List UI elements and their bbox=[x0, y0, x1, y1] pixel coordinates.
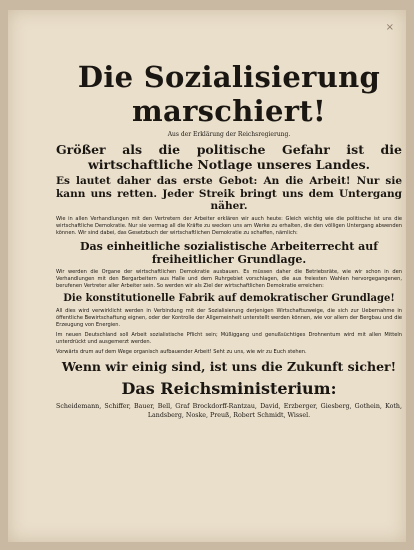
signatories-list: Scheidemann, Schiffer, Bauer, Bell, Graf Brockdorff-Rantzau, David, Erzberger, Giesberg, Gothein, Koth, Landsberg, Noske, Preuß, Robert Schmidt, Wissel. bbox=[56, 402, 402, 419]
ministry-heading: Das Reichsministerium: bbox=[121, 378, 337, 398]
heading-united-future: Wenn wir einig sind, ist uns die Zukunft sicher! bbox=[61, 358, 397, 374]
paragraph-organs: Wir werden die Organe der wirtschaftlichen Demokratie ausbauen. Es müssen daher die Betriebsräte, wie wir schon in den Verhandlungen mit den Bergarbeitern aus Halle und dem Ruhrgebiet vorschlagen, die aus freiesten Wahlen hervorgegangenen, berufenen Vertreter aller Arbeiter sein. So werden wir als Ziel der wirtschaftlichen Demokratie erreichen: bbox=[56, 268, 402, 289]
heading-labor-law: Das einheitliche sozialistische Arbeiterrecht auf freiheitlicher Grundlage. bbox=[80, 239, 378, 266]
poster-content bbox=[56, 60, 402, 420]
paragraph-work-duty: Im neuen Deutschland soll Arbeit sozialistische Pflicht sein; Müßiggang und genußsüchtiges Drohnentum wird mit allen Mitteln unterdrückt und ausgemerzt werden. bbox=[56, 331, 402, 345]
poster-title-line1: Die Sozialisierung bbox=[77, 60, 381, 94]
heading-economic-crisis: Größer als die politische Gefahr ist die wirtschaftliche Notlage unseres Landes. bbox=[56, 142, 402, 172]
paragraph-socialization: All dies wird verwirklicht werden in Verbindung mit der Sozialisierung derjenigen Wirtschaftszweige, die sich zur Uebernahme in öffentliche Bewirtschaftung eignen, oder der Kontrolle der Allgemeinheit unterstellt werden können, wie vor allem der Bergbau und die Erzeugung von Energien. bbox=[56, 307, 402, 328]
paragraph-forward: Vorwärts drum auf dem Wege organisch aufbauender Arbeit! Seht zu uns, wie wir zu Euch stehen. bbox=[56, 348, 307, 355]
corner-mark: × bbox=[385, 22, 394, 33]
poster-sheet bbox=[8, 10, 406, 542]
poster-title-line2: marschiert! bbox=[132, 94, 326, 128]
source-line: Aus der Erklärung der Reichsregierung. bbox=[167, 131, 291, 138]
paragraph-negotiations: Wie in allen Verhandlungen mit den Vertretern der Arbeiter erklären wir auch heute: Gleich wichtig wie die politische ist uns die wirtschaftliche Demokratie. Nur sie vermag all die Kräfte zu wecken uns am Werke zu erhalten, die den völligen Untergang abwenden können. Wir sind dabei, das Gesetzbuch der wirtschaftlichen Demokratie zu schaffen, nämlich: bbox=[56, 215, 402, 236]
heading-first-commandment: Es lautet daher das erste Gebot: An die Arbeit! Nur sie kann uns retten. Jeder Streik bringt uns dem Untergang näher. bbox=[56, 175, 402, 212]
heading-constitutional-factory: Die konstitutionelle Fabrik auf demokratischer Grundlage! bbox=[63, 292, 395, 304]
